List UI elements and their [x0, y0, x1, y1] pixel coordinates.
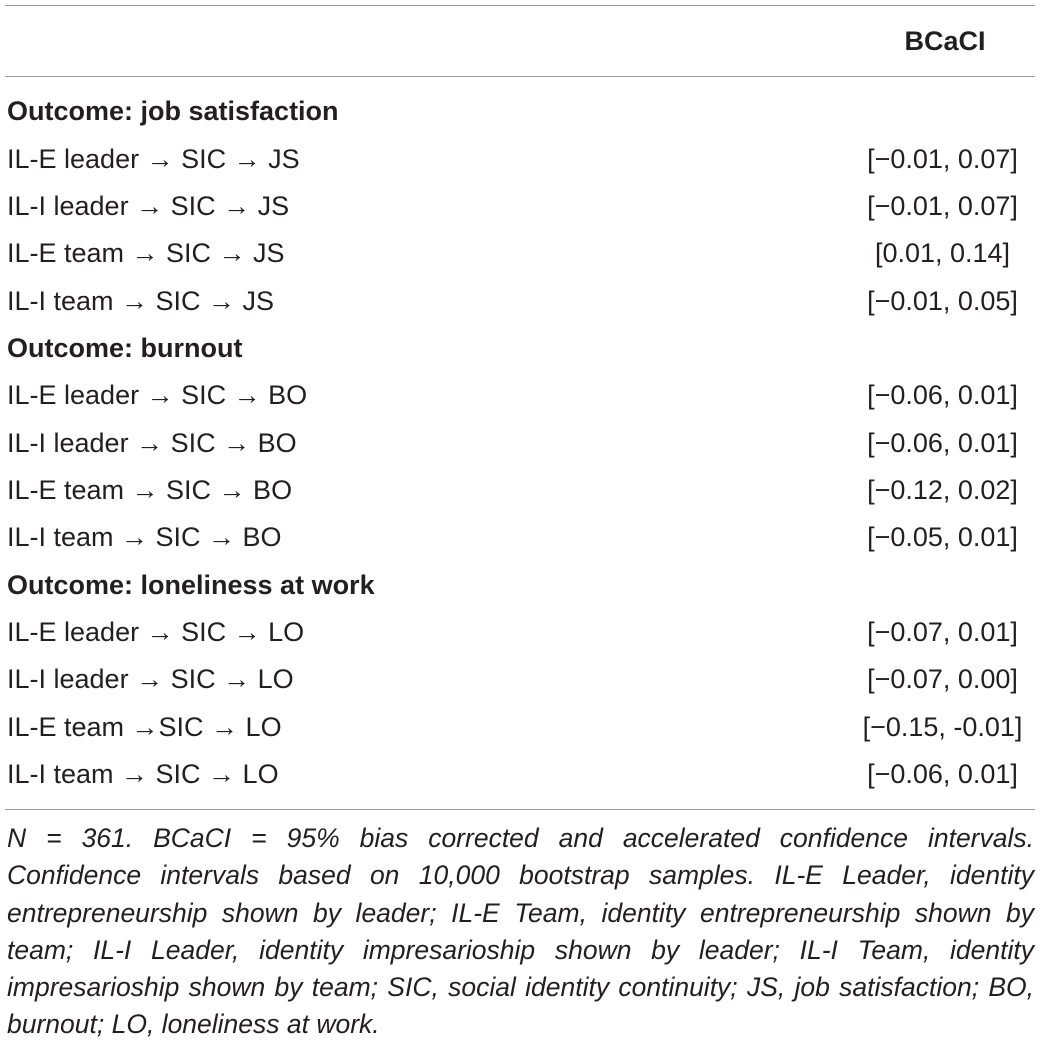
section-title-row: [7, 325, 1033, 372]
table-row: [7, 372, 1033, 419]
top-rule: [5, 5, 1035, 6]
ci-value: [−0.01, 0.07]: [867, 144, 1018, 174]
ci-value: [−0.07, 0.01]: [867, 617, 1018, 647]
path-label: IL-I team → SIC → LO: [7, 759, 279, 789]
path-label: IL-I leader → SIC → BO: [7, 428, 297, 458]
table-row: [7, 704, 1033, 751]
table-row: [7, 278, 1033, 325]
path-label: IL-E team → SIC → BO: [7, 475, 293, 505]
path-label: IL-E leader → SIC → LO: [7, 617, 305, 647]
ci-value: [−0.01, 0.07]: [867, 191, 1018, 221]
ci-value: [−0.06, 0.01]: [867, 428, 1018, 458]
ci-value: [−0.12, 0.02]: [867, 475, 1018, 505]
table-row: [7, 136, 1033, 183]
path-label: IL-I team → SIC → BO: [7, 522, 282, 552]
ci-value: [0.01, 0.14]: [874, 238, 1011, 268]
path-label: IL-E leader → SIC → JS: [7, 144, 300, 174]
table-row: [7, 514, 1033, 561]
ci-value: [−0.06, 0.01]: [867, 380, 1018, 410]
path-label: IL-I leader → SIC → JS: [7, 191, 290, 221]
table-footnote: N = 361. BCaCI = 95% bias corrected and accelerated confidence intervals. Confidence intervals based on 10,000 bootstrap samples. IL-E Leader, identity entrepreneurship shown by leader; IL-E Team, identity entrepreneurship shown by team; IL-I Leader, identity impresarioship shown by leader; IL-I Team, identity impresarioship shown by team; SIC, social identity continuity; JS, job satisfaction; BO, burnout; LO, loneliness at work.: [7, 823, 1034, 1040]
path-label: IL-E team → SIC → JS: [7, 238, 285, 268]
path-label: IL-E team →SIC → LO: [7, 712, 282, 742]
path-label: IL-I leader → SIC → LO: [7, 664, 294, 694]
path-label: IL-I team → SIC → JS: [7, 286, 275, 316]
header-rule: [5, 76, 1035, 77]
table-row: [7, 751, 1033, 798]
section-title: Outcome: job satisfaction: [7, 96, 339, 126]
path-label: IL-E leader → SIC → BO: [7, 380, 308, 410]
section-title: Outcome: loneliness at work: [7, 570, 375, 600]
ci-value: [−0.15, -0.01]: [862, 712, 1023, 742]
section-title: Outcome: burnout: [7, 333, 243, 363]
table-row: [7, 656, 1033, 703]
column-header-bcaci: BCaCI: [904, 26, 986, 56]
ci-value: [−0.05, 0.01]: [867, 522, 1018, 552]
ci-value: [−0.06, 0.01]: [867, 759, 1018, 789]
ci-value: [−0.01, 0.05]: [867, 286, 1018, 316]
table-row: [7, 230, 1033, 277]
table-row: [7, 420, 1033, 467]
table-row: [7, 183, 1033, 230]
table-row: [7, 467, 1033, 514]
ci-value: [−0.07, 0.00]: [867, 664, 1018, 694]
section-title-row: [7, 88, 1033, 135]
bottom-rule: [5, 809, 1035, 810]
table-row: [7, 609, 1033, 656]
section-title-row: [7, 562, 1033, 609]
